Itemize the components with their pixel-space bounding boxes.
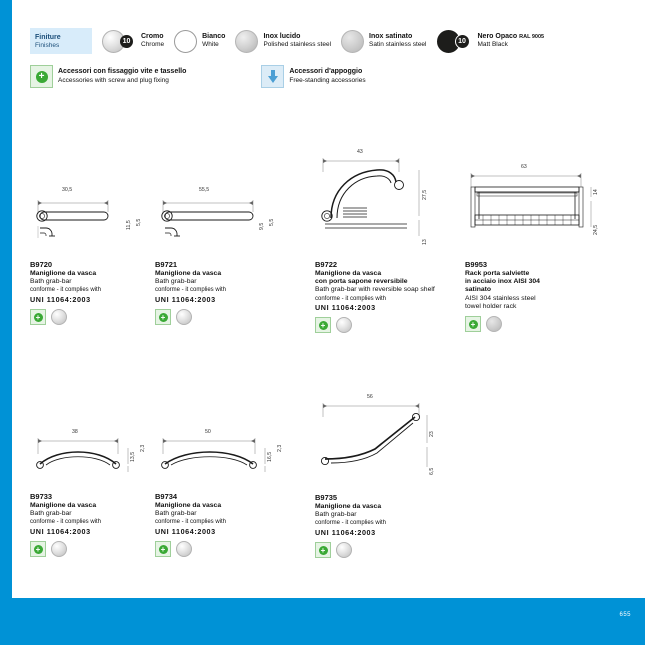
polished-stainless-swatch-icon xyxy=(235,30,258,53)
product-B9953-name-it: Rack porta salviette xyxy=(465,270,530,277)
finish-matt-ral: RAL 9005 xyxy=(519,33,545,40)
matt-black-10year-badge: 10 xyxy=(455,34,470,49)
product-B9953-dim-d1: 14 xyxy=(593,189,599,195)
screw-plug-fixing-icon: + xyxy=(155,541,171,557)
product-B9733-norm-code: UNI 11064:2003 xyxy=(30,527,91,536)
product-B9721-dim-d2: 5,5 xyxy=(269,218,275,226)
product-B9733-dim-width: 38 xyxy=(72,429,78,435)
screw-plug-fixing-icon: + xyxy=(315,542,331,558)
product-B9721-norm-text: conforme - it complies with xyxy=(155,287,227,294)
chrome-swatch-icon xyxy=(336,542,352,558)
product-B9720-code: B9720 xyxy=(30,260,53,269)
product-B9720-dim-d2: 5,5 xyxy=(136,218,142,226)
finish-polished-stainless xyxy=(235,30,331,53)
finish-matt-label-en: Matt Black xyxy=(477,41,508,48)
product-B9722-name-it2: con porta sapone reversibile xyxy=(315,278,408,286)
product-B9734-finish-icons xyxy=(155,541,285,557)
product-B9722-dim-width: 43 xyxy=(357,149,363,155)
product-B9735-finish-icons xyxy=(315,542,465,558)
product-B9953-dim-d2: 24,5 xyxy=(593,224,599,235)
product-B9733-dim-d1: 13,5 xyxy=(130,451,136,462)
product-B9953-code: B9953 xyxy=(465,260,488,269)
product-B9720-name-en: Bath grab-bar xyxy=(30,278,72,286)
product-B9735-code: B9735 xyxy=(315,493,338,502)
product-B9734-dim-d1: 16,5 xyxy=(267,451,273,462)
product-B9721-norm-code: UNI 11064:2003 xyxy=(155,295,216,304)
white-swatch-icon xyxy=(174,30,197,53)
product-B9721-name-it: Maniglione da vasca xyxy=(155,270,222,277)
product-B9733-dim-d2: 2,3 xyxy=(140,444,146,452)
product-B9953-name-en: AISI 304 stainless steel xyxy=(465,294,536,302)
finish-satin-stainless xyxy=(341,30,426,53)
finishes-title-it: Finiture xyxy=(35,33,61,41)
product-B9733-code: B9733 xyxy=(30,492,53,501)
product-B9953-dim-width: 63 xyxy=(521,164,527,170)
chrome-swatch-icon xyxy=(51,541,67,557)
product-B9734-dim-width: 50 xyxy=(205,429,211,435)
finish-polished-label-it: Inox lucido xyxy=(263,32,301,40)
fixing-screw-label-en: Accessories with screw and plug fixing xyxy=(58,76,169,84)
finish-satin-label-en: Satin stainless steel xyxy=(369,41,427,48)
product-B9734-norm-code: UNI 11064:2003 xyxy=(155,527,216,536)
product-B9722-dim-d2: 13 xyxy=(422,239,428,245)
finish-chrome-label-en: Chrome xyxy=(141,41,165,48)
product-B9734-norm-text: conforme - it complies with xyxy=(155,519,227,526)
finish-chrome xyxy=(102,30,164,53)
product-B9733-name-it: Maniglione da vasca xyxy=(30,502,97,509)
finish-white-label-it: Bianco xyxy=(202,32,226,40)
fixing-screw-plug xyxy=(30,65,186,88)
screw-plug-fixing-icon: + xyxy=(30,541,46,557)
screw-plug-fixing-icon: + xyxy=(155,309,171,325)
fixing-freestanding-label-it: Accessori d'appoggio xyxy=(289,68,363,75)
fixing-freestanding-label-en: Free-standing accessories xyxy=(289,76,366,84)
product-B9734-name-en: Bath grab-bar xyxy=(155,510,197,518)
screw-plug-fixing-icon: + xyxy=(465,316,481,332)
product-B9721-name-en: Bath grab-bar xyxy=(155,278,197,286)
product-B9734-drawing xyxy=(155,430,275,480)
product-B9733-drawing xyxy=(30,430,140,480)
page-number: 655 xyxy=(619,612,631,618)
finish-matt-label-it: Nero Opaco xyxy=(477,32,518,40)
screw-plug-fixing-icon: + xyxy=(315,317,331,333)
product-B9953-name-it3: satinato xyxy=(465,286,492,294)
satin-stainless-swatch-icon xyxy=(486,316,502,332)
product-B9953-finish-icons xyxy=(465,316,610,332)
fixing-screw-label-it: Accessori con fissaggio vite e tassello xyxy=(58,68,187,75)
product-B9733-finish-icons xyxy=(30,541,155,557)
free-standing-icon xyxy=(261,65,284,88)
left-blue-bar xyxy=(0,0,12,598)
product-B9720-name-it: Maniglione da vasca xyxy=(30,270,97,277)
satin-stainless-swatch-icon xyxy=(341,30,364,53)
finishes-legend-row xyxy=(30,28,630,54)
finish-white xyxy=(174,30,225,53)
product-B9722-name-en: Bath grab-bar with reversible soap shelf xyxy=(315,286,435,294)
fixing-legend-row xyxy=(30,65,630,88)
product-B9722-dim-d1: 27,5 xyxy=(422,189,428,200)
chrome-swatch-icon xyxy=(51,309,67,325)
product-B9721-dim-width: 55,5 xyxy=(199,187,210,193)
product-B9720-finish-icons xyxy=(30,309,155,325)
product-B9720-dim-width: 30,5 xyxy=(62,187,73,193)
product-B9722-norm-code: UNI 11064:2003 xyxy=(315,303,376,313)
chrome-10year-badge: 10 xyxy=(120,35,133,48)
product-B9734-dim-d2: 2,3 xyxy=(277,444,283,452)
finishes-legend xyxy=(30,28,630,88)
product-B9735-drawing xyxy=(315,395,445,480)
product-B9721-code: B9721 xyxy=(155,260,178,269)
finish-satin-label-it: Inox satinato xyxy=(369,32,413,40)
product-B9733-norm-text: conforme - it complies with xyxy=(30,519,102,526)
product-B9720-norm-code: UNI 11064:2003 xyxy=(30,295,91,304)
product-B9953-name-it2: in acciaio inox AISI 304 xyxy=(465,278,540,286)
product-B9722-finish-icons xyxy=(315,317,465,333)
product-B9735-dim-width: 56 xyxy=(367,394,373,400)
product-B9720-dim-d1: 11,5 xyxy=(126,220,132,230)
product-B9735-dim-d2: 6,5 xyxy=(429,467,435,475)
screw-plug-fixing-icon: + xyxy=(30,65,53,88)
product-B9735-name-en: Bath grab-bar xyxy=(315,511,357,519)
product-B9722-code: B9722 xyxy=(315,260,338,269)
finish-matt-black xyxy=(437,30,545,53)
product-B9953-drawing xyxy=(465,165,600,245)
product-B9722-name-it: Maniglione da vasca xyxy=(315,270,382,277)
product-B9720-drawing xyxy=(30,190,140,245)
product-B9735-name-it: Maniglione da vasca xyxy=(315,503,382,510)
screw-plug-fixing-icon: + xyxy=(30,309,46,325)
product-B9735-norm-code: UNI 11064:2003 xyxy=(315,528,376,537)
product-B9735-norm-text: conforme - it complies with xyxy=(315,520,387,527)
fixing-free-standing xyxy=(261,65,365,88)
product-B9721-finish-icons xyxy=(155,309,285,325)
finishes-label-box xyxy=(30,28,92,54)
product-B9735-dim-d1: 23 xyxy=(429,431,435,437)
product-B9953-name-en2: towel holder rack xyxy=(465,302,517,310)
product-B9733-name-en: Bath grab-bar xyxy=(30,510,72,518)
chrome-swatch-icon xyxy=(176,541,192,557)
finish-white-label-en: White xyxy=(202,41,219,48)
finishes-title-en: Finishes xyxy=(35,41,60,49)
chrome-swatch-icon xyxy=(336,317,352,333)
product-B9722-norm-text: conforme - it complies with xyxy=(315,295,387,302)
product-B9722-drawing xyxy=(315,150,445,250)
chrome-swatch-icon xyxy=(176,309,192,325)
product-B9734-code: B9734 xyxy=(155,492,178,501)
product-B9721-drawing xyxy=(155,190,275,245)
finish-polished-label-en: Polished stainless steel xyxy=(263,41,332,48)
product-B9721-dim-d1: 9,5 xyxy=(259,222,265,230)
bottom-blue-bar xyxy=(0,598,645,645)
finish-chrome-label-it: Cromo xyxy=(141,32,164,40)
product-B9734-name-it: Maniglione da vasca xyxy=(155,502,222,509)
product-B9720-norm-text: conforme - it complies with xyxy=(30,287,102,294)
